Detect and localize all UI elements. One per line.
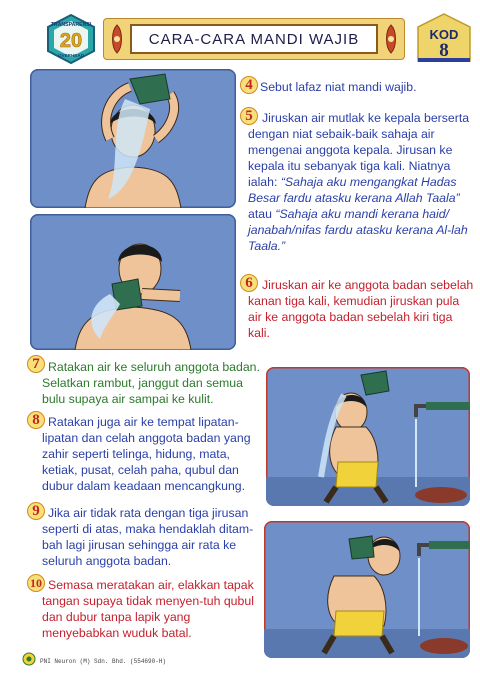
- page-title: CARA-CARA MANDI WAJIB: [130, 24, 378, 54]
- badge-bottom-text: OVERHEAD: [57, 53, 85, 58]
- step-number: 5: [240, 107, 258, 125]
- step-5-niat-1: “Sahaja aku mengangkat Hadas Besar fardu atasku kerana Allah Taala”: [248, 175, 460, 205]
- kod-badge: [415, 13, 473, 63]
- step-6-text: Jiruskan air ke anggota badan sebelah kanan tiga kali, kemudian jiruskan pula air ke anggota badan sebelah kiri tiga kali.: [248, 278, 474, 340]
- illustration-squat-wash: [264, 521, 470, 658]
- step-number: 4: [240, 76, 258, 94]
- transparensi-badge: [42, 13, 100, 65]
- illustration-pour-shoulder: [30, 214, 236, 350]
- title-banner: [103, 18, 405, 60]
- step-5-atau: atau: [248, 207, 276, 221]
- step-5-plain: Jiruskan air mutlak ke kepala berserta dengan niat sebaik-baik sahaja air mengenai anggota kepala. Jirusan ke kepala itu sebanyak tiga kali. Niatnya ialah:: [248, 111, 470, 189]
- illustration-squat-pour: [266, 367, 470, 506]
- step-number: 7: [27, 355, 45, 373]
- step-number: 8: [27, 411, 45, 429]
- step-8-text: Ratakan juga air ke tempat lipatan-lipatan dan celah anggota badan yang zahir seperti telinga, hidung, mata, ketiak, pusat, celah paha, qubul dan dubur dalam keadaan mencangkung.: [42, 415, 251, 493]
- step-number: 10: [27, 574, 45, 592]
- illustration-pour-head: [30, 69, 236, 208]
- ornament-icon: [381, 23, 401, 55]
- step-9-text: Jika air tidak rata dengan tiga jirusan seperti di atas, maka hendaklah ditam-bah lagi jirusan sehingga air rata ke seluruh anggota badan.: [42, 506, 254, 568]
- step-5-text: [248, 110, 474, 254]
- step-7-text: Ratakan air ke seluruh anggota badan. Selatkan rambut, janggut dan semua bulu supaya air sampai ke kulit.: [42, 360, 260, 406]
- kod-number: 8: [439, 40, 449, 61]
- step-number: 6: [240, 274, 258, 292]
- step-4-text: Sebut lafaz niat mandi wajib.: [260, 80, 417, 94]
- kod-label: KOD: [429, 27, 459, 42]
- ornament-icon: [107, 23, 127, 55]
- publisher-logo-icon: [22, 652, 36, 666]
- step-10-text: Semasa meratakan air, elakkan tapak tangan supaya tidak menyen-tuh qubul dan dubur tanpa lapik yang menyebabkan wuduk batal.: [42, 578, 254, 640]
- badge-top-text: TRANSPARENSI: [50, 22, 92, 28]
- publisher-footer: PNI Neuron (M) Sdn. Bhd. (554690-H): [40, 658, 167, 665]
- step-5-niat-2: “Sahaja aku mandi kerana haid/ janabah/nifas fardu atasku kerana Al-lah Taala.”: [248, 207, 468, 253]
- step-number: 9: [27, 502, 45, 520]
- badge-number: 20: [59, 30, 83, 52]
